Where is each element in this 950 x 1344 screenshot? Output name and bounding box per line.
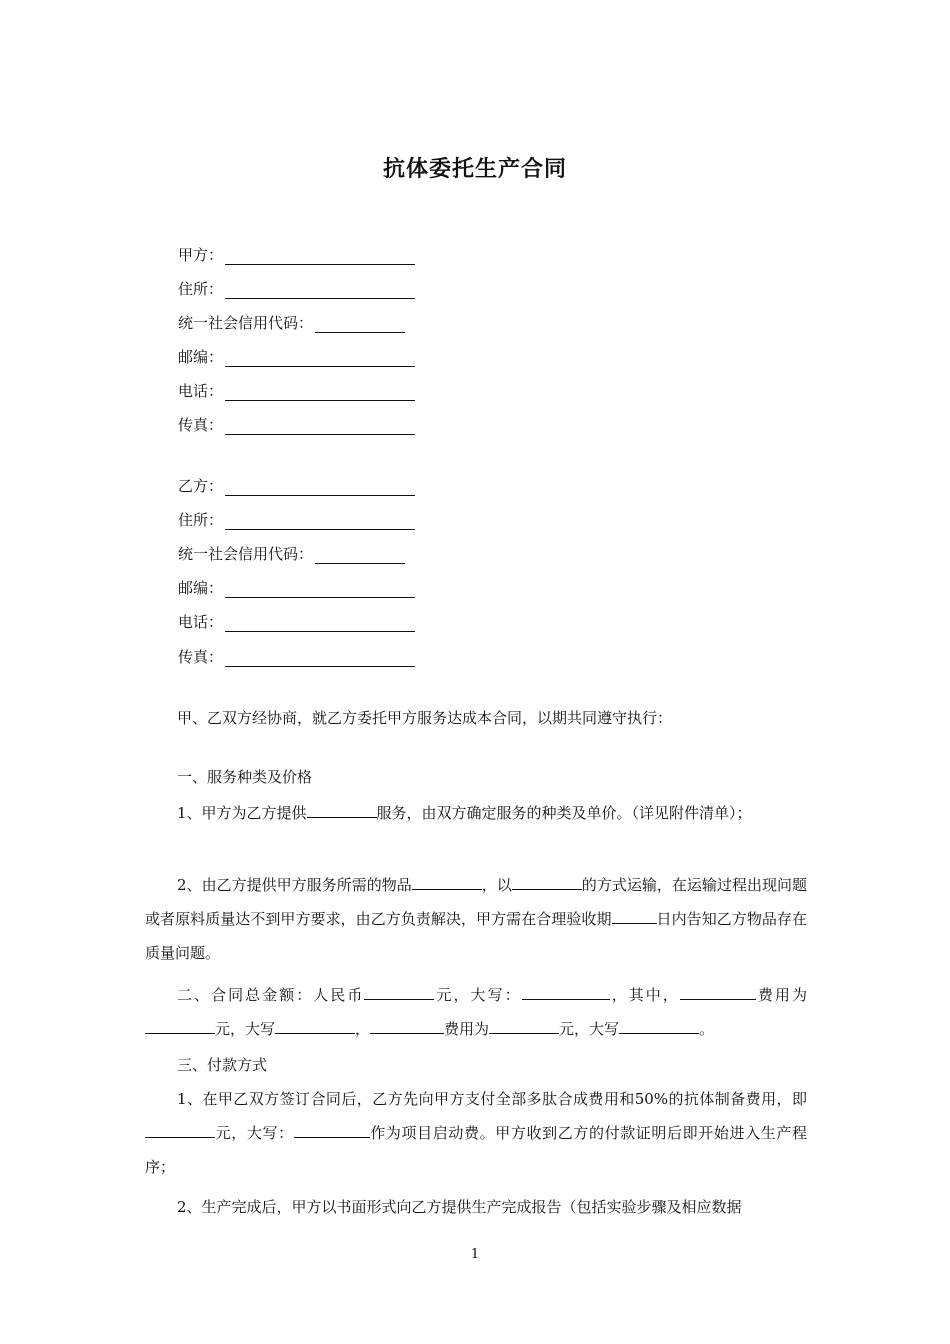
fill-blank [225,384,415,401]
fill-blank [225,282,415,299]
text-run: 二、合同总金额：人民币 [177,986,365,1004]
section1-heading: 一、服务种类及价格 [177,768,313,786]
party-b-fax-label: 传真： [178,648,224,666]
section2-paragraph [145,978,807,1046]
text-run: ，其中， [609,986,680,1004]
fill-blank [619,1019,699,1034]
fill-blank [364,985,434,1000]
fill-blank [225,513,415,530]
section1-item1 [145,796,807,830]
fill-blank [522,985,610,1000]
party-a-address-field [178,279,415,299]
party-b-name-label: 乙方： [178,477,224,495]
party-b-phone-field [178,612,415,632]
party-a-postcode-label: 邮编： [178,348,224,366]
text-run: 元，大写： [434,986,522,1004]
party-a-name-field [178,245,415,265]
section3-item2: 2、生产完成后，甲方以书面形式向乙方提供生产完成报告（包括实验步骤及相应数据 [177,1198,742,1216]
party-b-name-field [178,476,415,496]
party-b-address-label: 住所： [178,511,224,529]
text-run: 元，大写 [215,1020,276,1038]
text-run: ， [355,1020,371,1038]
party-a-address-label: 住所： [178,280,224,298]
party-b-credit-code-field [178,544,405,564]
text-run: 1、甲方为乙方提供 [177,804,307,822]
party-a-name-label: 甲方： [178,246,224,264]
fill-blank [315,547,405,564]
party-a-fax-label: 传真： [178,416,224,434]
party-a-credit-code-label: 统一社会信用代码： [178,314,314,332]
text-run: 费用为 [755,986,807,1004]
party-b-credit-code-label: 统一社会信用代码： [178,545,314,563]
fill-blank [225,650,415,667]
fill-blank [225,581,415,598]
fill-blank [145,1019,215,1034]
fill-blank [315,316,405,333]
text-run: 作为项目启动费。甲方收到乙方的付款证明后即开始进入生产程序； [145,1124,807,1176]
text-run: 费用为 [444,1020,490,1038]
fill-blank [370,1019,444,1034]
text-run: ，以 [481,876,512,894]
fill-blank [612,909,657,924]
fill-blank [225,248,415,265]
page-number: 1 [470,1247,480,1262]
fill-blank [512,875,582,890]
fill-blank [225,479,415,496]
party-b-postcode-field [178,578,415,598]
section3-heading: 三、付款方式 [177,1056,268,1074]
fill-blank [680,985,756,1000]
party-b-phone-label: 电话： [178,613,224,631]
fill-blank [275,1019,355,1034]
party-b-postcode-label: 邮编： [178,579,224,597]
fill-blank [145,1123,215,1138]
party-a-postcode-field [178,347,415,367]
fill-blank [294,1123,370,1138]
party-a-credit-code-field [178,313,405,333]
party-b-fax-field [178,647,415,667]
fill-blank [307,803,377,818]
party-a-phone-field [178,381,415,401]
fill-blank [225,350,415,367]
text-run: 元，大写 [559,1020,620,1038]
fill-blank [225,615,415,632]
fill-blank [225,418,415,435]
text-run: 1、在甲乙双方签订合同后，乙方先向甲方支付全部多肽合成费用和50%的抗体制备费用，即 [177,1090,807,1108]
party-a-phone-label: 电话： [178,382,224,400]
text-run: 。 [699,1020,715,1038]
fill-blank [412,875,482,890]
fill-blank [489,1019,559,1034]
text-run: 的方式运输，在运输过程出现问题或者原料质量达不到甲方要求，由乙方负责解决，甲方需在合理验收期 [145,876,807,928]
intro-paragraph: 甲、乙双方经协商，就乙方委托甲方服务达成本合同，以期共同遵守执行： [177,709,673,727]
document-title: 抗体委托生产合同 [382,156,567,182]
text-run: 日内告知乙方物品存在质量问题。 [145,910,807,962]
party-b-address-field [178,510,415,530]
text-run: 2、由乙方提供甲方服务所需的物品 [177,876,412,894]
section1-item2 [145,868,807,970]
section3-item1 [145,1082,807,1184]
party-a-fax-field [178,415,415,435]
text-run: 服务，由双方确定服务的种类及单价。（详见附件清单）； [376,804,752,822]
text-run: 元，大写： [215,1124,294,1142]
